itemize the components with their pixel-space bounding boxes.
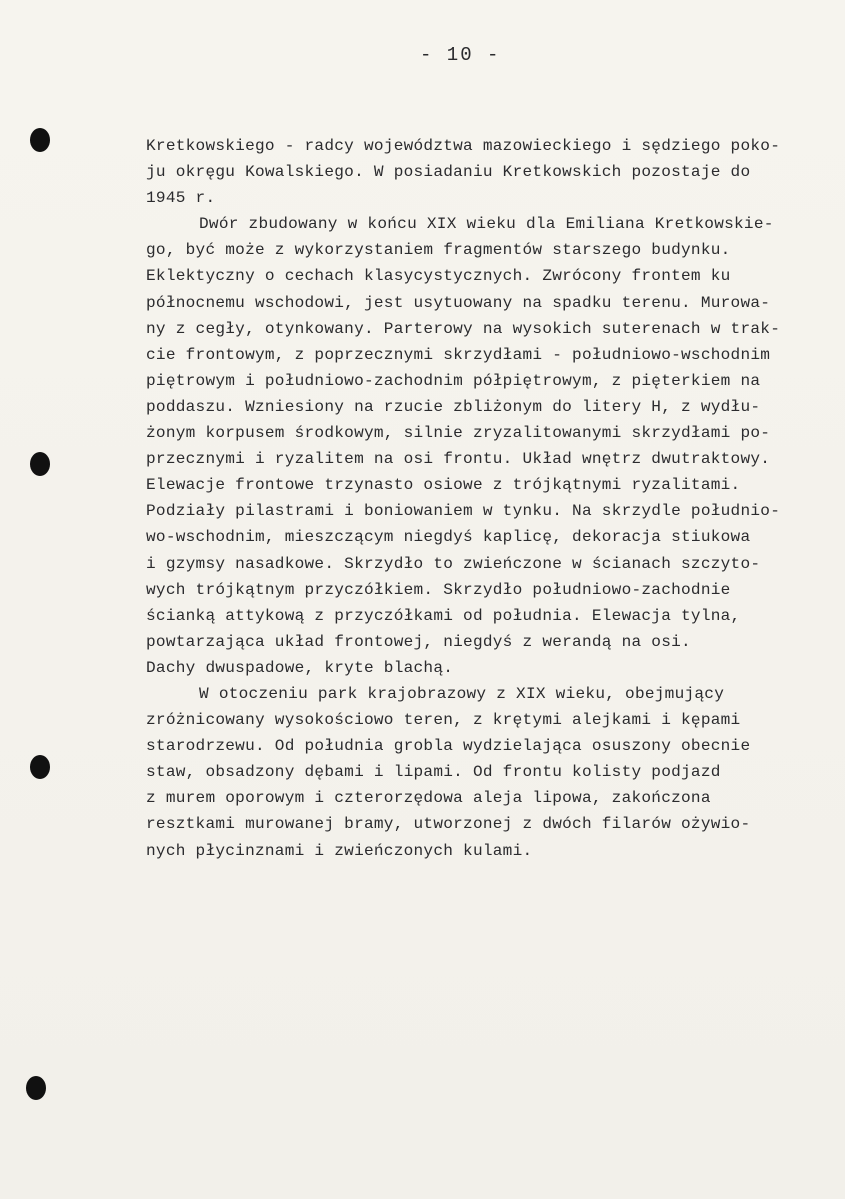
page-number: - 10 - (420, 44, 501, 66)
text-line: ścianką attykową z przyczółkami od południa. Elewacja tylna, (146, 606, 741, 625)
punch-hole (26, 1076, 46, 1100)
text-line: wych trójkątnym przyczółkiem. Skrzydło południowo-zachodnie (146, 580, 731, 599)
text-line: ju okręgu Kowalskiego. W posiadaniu Kretkowskich pozostaje do (146, 163, 751, 182)
text-line: W otoczeniu park krajobrazowy z XIX wieku, obejmujący (199, 684, 725, 703)
text-line: ny z cegły, otynkowany. Parterowy na wysokich suterenach w trak- (146, 319, 781, 338)
punch-hole (30, 755, 50, 779)
body-text (146, 133, 826, 864)
text-line: północnemu wschodowi, jest usytuowany na spadku terenu. Murowa- (146, 293, 771, 312)
text-line: Podziały pilastrami i boniowaniem w tynku. Na skrzydle południo- (146, 502, 781, 521)
text-line: Dwór zbudowany w końcu XIX wieku dla Emiliana Kretkowskie- (199, 215, 774, 234)
text-line: resztkami murowanej bramy, utworzonej z dwóch filarów ożywio- (146, 815, 751, 834)
text-line: żonym korpusem środkowym, silnie zryzalitowanymi skrzydłami po- (146, 424, 771, 443)
text-line: poddaszu. Wzniesiony na rzucie zbliżonym do litery H, z wydłu- (146, 397, 761, 416)
text-line: Dachy dwuspadowe, kryte blachą. (146, 658, 454, 677)
text-line: Kretkowskiego - radcy województwa mazowieckiego i sędziego poko- (146, 137, 781, 155)
punch-hole (30, 128, 50, 152)
text-line: i gzymsy nasadkowe. Skrzydło to zwieńczone w ścianach szczyto- (146, 554, 761, 573)
text-line: starodrzewu. Od południa grobla wydzielająca osuszony obecnie (146, 737, 751, 756)
punch-hole (30, 452, 50, 476)
text-line: z murem oporowym i czterorzędowa aleja lipowa, zakończona (146, 789, 711, 808)
text-line: staw, obsadzony dębami i lipami. Od frontu kolisty podjazd (146, 763, 721, 782)
text-line: Eklektyczny o cechach klasycystycznych. Zwrócony frontem ku (146, 267, 731, 286)
text-line: 1945 r. (146, 189, 216, 208)
text-line: zróżnicowany wysokościowo teren, z krętymi alejkami i kępami (146, 711, 741, 730)
text-line: cie frontowym, z poprzecznymi skrzydłami - południowo-wschodnim (146, 345, 771, 364)
text-line: powtarzająca układ frontowej, niegdyś z werandą na osi. (146, 632, 691, 651)
text-line: piętrowym i południowo-zachodnim półpiętrowym, z pięterkiem na (146, 371, 761, 390)
text-line: przecznymi i ryzalitem na osi frontu. Układ wnętrz dwutraktowy. (146, 450, 771, 469)
text-line: wo-wschodnim, mieszczącym niegdyś kaplicę, dekoracja stiukowa (146, 528, 751, 547)
text-line: go, być może z wykorzystaniem fragmentów starszego budynku. (146, 241, 731, 260)
text-line: Elewacje frontowe trzynasto osiowe z trójkątnymi ryzalitami. (146, 476, 741, 495)
text-line: nych płycinznami i zwieńczonych kulami. (146, 841, 533, 860)
